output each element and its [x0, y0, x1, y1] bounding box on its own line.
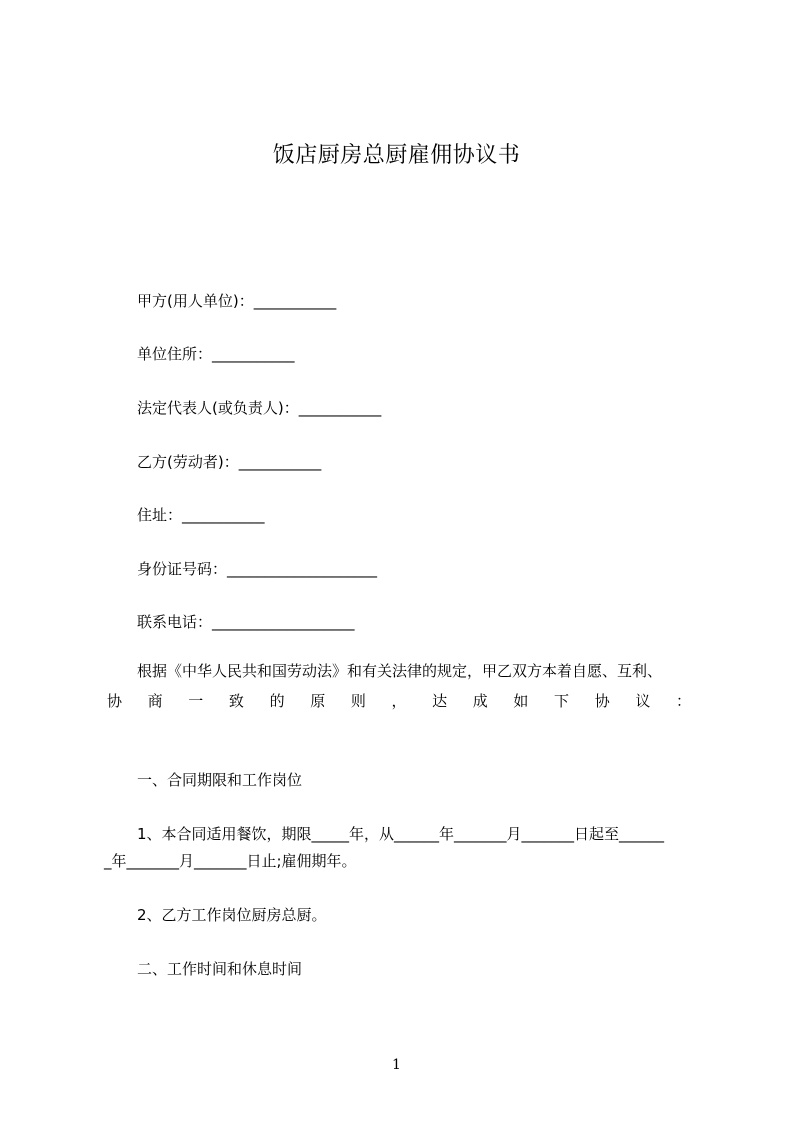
clause-1-line2: _年_______月_______日止;雇佣期年。 [104, 852, 357, 870]
clause-2: 2、乙方工作岗位厨房总厨。 [137, 906, 327, 924]
field-unit-address-label: 单位住所： [137, 345, 213, 363]
intro-char: 达 [432, 692, 448, 710]
field-id-number-label: 身份证号码： [137, 560, 228, 578]
field-legal-rep-blank: ___________ [298, 399, 382, 417]
intro-char: ： [675, 692, 691, 710]
intro-char: 致 [228, 692, 244, 710]
intro-char: 原 [310, 692, 326, 710]
intro-char: 如 [513, 692, 529, 710]
field-party-b-blank: ___________ [238, 453, 322, 471]
field-party-a-label: 甲方(用人单位)： [137, 292, 254, 310]
document-title: 饭店厨房总厨雇佣协议书 [272, 143, 521, 168]
intro-char: 商 [147, 692, 163, 710]
field-party-b [137, 451, 321, 473]
field-address-label: 住址： [137, 506, 183, 524]
intro-char: 则 [350, 692, 366, 710]
field-address-blank: ___________ [182, 506, 265, 524]
field-id-number-blank: ____________________ [227, 560, 378, 578]
field-party-b-label: 乙方(劳动者)： [137, 453, 239, 471]
field-id-number [137, 558, 377, 580]
field-phone-label: 联系电话： [137, 613, 213, 631]
field-unit-address-blank: ___________ [212, 345, 295, 363]
intro-char: 成 [472, 692, 488, 710]
intro-paragraph-line1: 根据《中华人民共和国劳动法》和有关法律的规定，甲乙双方本着自愿、互利、 [137, 662, 663, 680]
clause-1-line1: 1、本合同适用餐饮，期限_____年，从______年_______月_______日起至______ [137, 825, 665, 843]
intro-char: 协 [594, 692, 610, 710]
field-phone-blank: ___________________ [212, 613, 355, 631]
intro-char: 的 [269, 692, 285, 710]
field-phone [137, 611, 355, 633]
field-party-a-blank: ___________ [253, 292, 337, 310]
field-party-a [137, 290, 336, 312]
page-number: 1 [392, 1057, 401, 1073]
field-address [137, 504, 265, 526]
section-heading-term: 一、合同期限和工作岗位 [137, 771, 303, 789]
intro-char: 议 [635, 692, 651, 710]
intro-char: 下 [554, 692, 570, 710]
intro-char: 协 [107, 692, 123, 710]
intro-char: ， [391, 692, 407, 710]
intro-paragraph-line2 [107, 690, 691, 712]
intro-char: 一 [188, 692, 204, 710]
field-legal-rep-label: 法定代表人(或负责人)： [137, 399, 299, 417]
section-heading-hours: 二、工作时间和休息时间 [137, 960, 303, 978]
field-unit-address [137, 343, 295, 365]
field-legal-rep [137, 397, 381, 419]
